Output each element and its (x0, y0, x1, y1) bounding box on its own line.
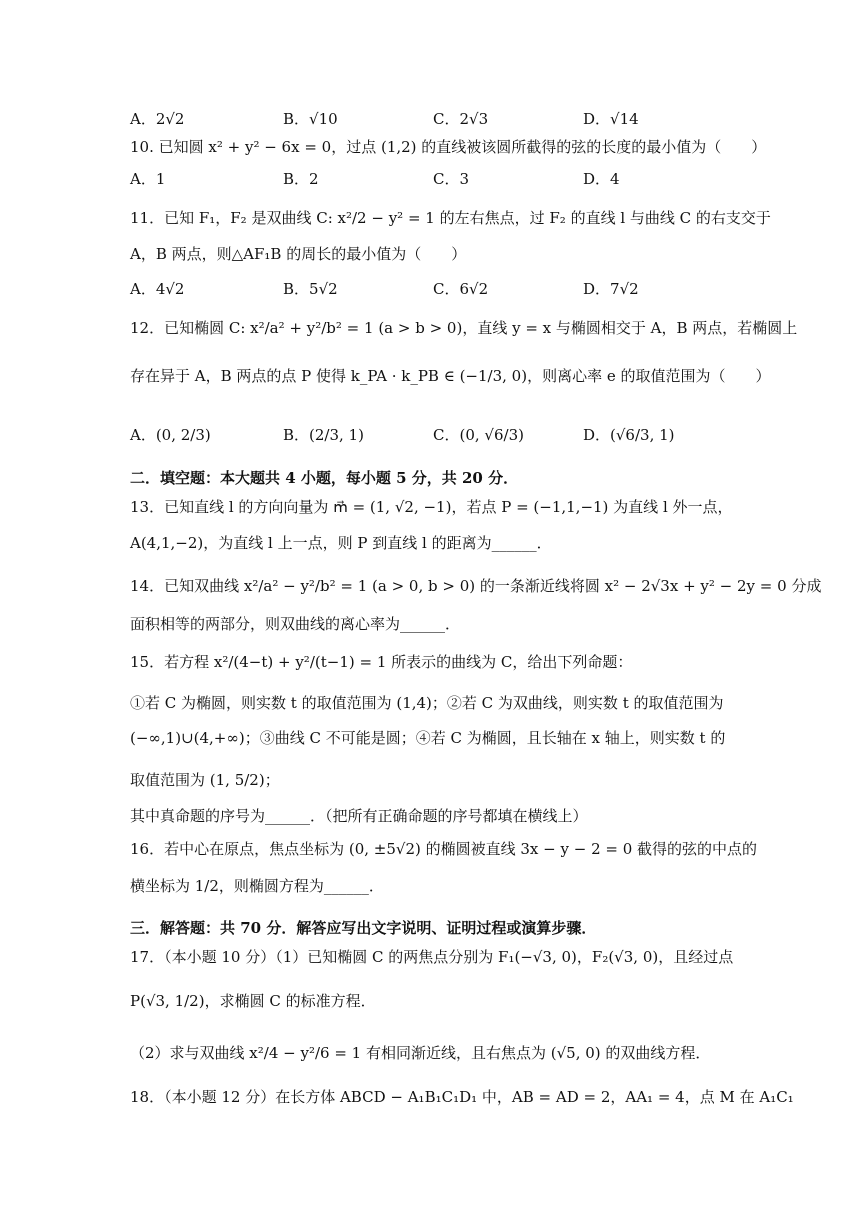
section-3-heading: 三．解答题：共 70 分．解答应写出文字说明、证明过程或演算步骤． (130, 919, 597, 937)
q9-option-b: B．√10 (283, 110, 338, 128)
q15-line4: 取值范围为 (1, 5/2)； (130, 771, 280, 789)
q11-option-b: B．5√2 (283, 280, 338, 298)
q11-line2: A，B 两点，则△AF₁B 的周长的最小值为（ ） (130, 245, 467, 263)
q10-options (130, 168, 730, 192)
q17-line2: P(√3, 1/2)，求椭圆 C 的标准方程． (130, 992, 376, 1010)
q9-option-d: D．√14 (583, 110, 639, 128)
q13-line2: A(4,1,−2)，为直线 l 上一点，则 P 到直线 l 的距离为______． (130, 534, 552, 552)
q14-line2: 面积相等的两部分，则双曲线的离心率为______． (130, 615, 461, 633)
q11-options (130, 278, 730, 302)
q15-line3: (−∞,1)∪(4,+∞)；③曲线 C 不可能是圆；④若 C 为椭圆，且长轴在 x 轴上，则实数 t 的 (130, 729, 726, 747)
q12-options (130, 424, 730, 448)
q11-option-a: A．4√2 (130, 280, 185, 298)
q10-stem: 10. 已知圆 x² + y² − 6x = 0，过点 (1,2) 的直线被该圆所截得的弦的长度的最小值为（ ） (130, 138, 767, 156)
q12-option-c: C．(0, √6/3) (433, 426, 524, 444)
q11-option-d: D．7√2 (583, 280, 639, 298)
q10-option-b: B．2 (283, 170, 319, 188)
q12-option-d: D．(√6/3, 1) (583, 426, 675, 444)
q13-line1: 13．已知直线 l 的方向向量为 m⃗ = (1, √2, −1)，若点 P = (−1,1,−1) 为直线 l 外一点， (130, 498, 733, 516)
q10-option-a: A．1 (130, 170, 166, 188)
q15-line5: 其中真命题的序号为______．（把所有正确命题的序号都填在横线上） (130, 807, 588, 825)
q9-options (130, 108, 730, 132)
q17-line3: （2）求与双曲线 x²/4 − y²/6 = 1 有相同渐近线，且右焦点为 (√5, 0) 的双曲线方程． (130, 1044, 711, 1062)
q16-line2: 横坐标为 1/2，则椭圆方程为______． (130, 877, 384, 895)
q10-option-d: D．4 (583, 170, 620, 188)
q9-option-a: A．2√2 (130, 110, 185, 128)
q15-line2: ①若 C 为椭圆，则实数 t 的取值范围为 (1,4)；②若 C 为双曲线，则实数 t 的取值范围为 (130, 694, 724, 712)
q9-option-c: C．2√3 (433, 110, 489, 128)
q11-option-c: C．6√2 (433, 280, 489, 298)
q12-option-a: A．(0, 2/3) (130, 426, 211, 444)
q10-option-c: C．3 (433, 170, 470, 188)
q16-line1: 16．若中心在原点，焦点坐标为 (0, ±5√2) 的椭圆被直线 3x − y − 2 = 0 截得的弦的中点的 (130, 840, 758, 858)
q12-line2: 存在异于 A，B 两点的点 P 使得 k_PA · k_PB ∈ (−1/3, 0)，则离心率 e 的取值范围为（ ） (130, 367, 771, 385)
q12-line1: 12．已知椭圆 C: x²/a² + y²/b² = 1 (a > b > 0)，直线 y = x 与椭圆相交于 A，B 两点，若椭圆上 (130, 319, 798, 337)
q11-line1: 11．已知 F₁，F₂ 是双曲线 C: x²/2 − y² = 1 的左右焦点，过 F₂ 的直线 l 与曲线 C 的右支交于 (130, 209, 771, 227)
q18-line1: 18．（本小题 12 分）在长方体 ABCD − A₁B₁C₁D₁ 中，AB = AD = 2，AA₁ = 4，点 M 在 A₁C₁ (130, 1088, 794, 1106)
q14-line1: 14．已知双曲线 x²/a² − y²/b² = 1 (a > 0, b > 0) 的一条渐近线将圆 x² − 2√3x + y² − 2y = 0 分成 (130, 577, 822, 595)
q15-line1: 15．若方程 x²/(4−t) + y²/(t−1) = 1 所表示的曲线为 C，给出下列命题： (130, 653, 633, 671)
section-2-heading: 二．填空题：本大题共 4 小题，每小题 5 分，共 20 分． (130, 469, 519, 487)
q17-line1: 17．（本小题 10 分）（1）已知椭圆 C 的两焦点分别为 F₁(−√3, 0)，F₂(√3, 0)，且经过点 (130, 948, 734, 966)
q12-option-b: B．(2/3, 1) (283, 426, 364, 444)
